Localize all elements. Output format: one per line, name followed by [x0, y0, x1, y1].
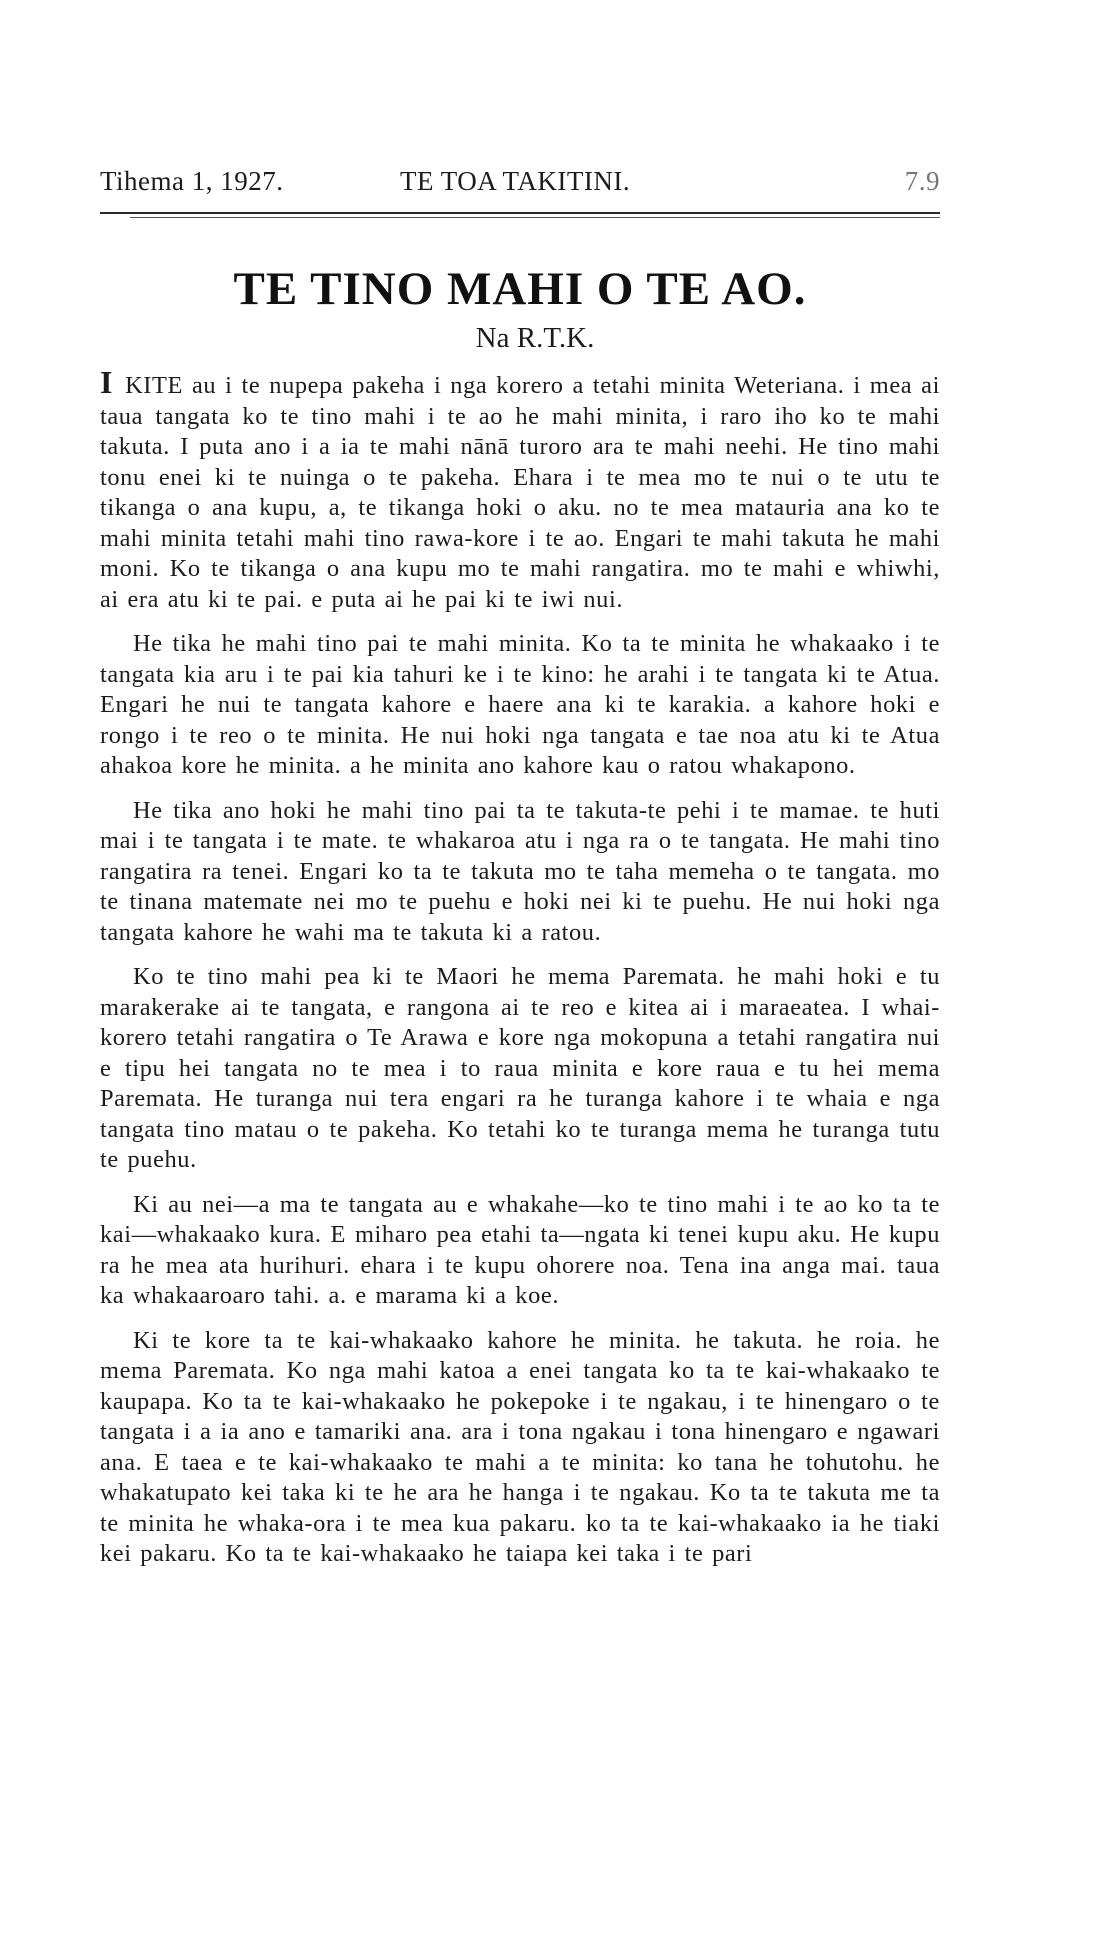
article-byline: Na R.T.K.: [475, 322, 595, 354]
header-rule-secondary: [130, 217, 940, 218]
page-number: 7.9: [904, 166, 940, 196]
paragraph-1-text: KITE au i te nupepa pakeha i nga korero a tetahi minita Weteriana. i mea ai taua tangata ko te tino mahi i te ao he mahi minita, i raro iho ko te mahi takuta. I puta ano i a ia te mahi nānā turoro ara te mahi neehi. He tino mahi tonu enei ki te nuinga o te pakeha. Ehara i te mea mo te nui o te utu te tikanga o ana kupu, a, te tikanga hoki o aku. no te mea matauria ana ko te mahi minita tetahi mahi tino rawa-kore i te ao. Engari te mahi takuta he mahi moni. Ko te tikanga o ana kupu mo te mahi rangatira. mo te mahi e whiwhi, ai era atu ki te pai. e puta ai he pai ki te iwi nui.: [100, 372, 940, 613]
paragraph-2: He tika he mahi tino pai te mahi minita. Ko ta te minita he whakaako i te tangata kia aru i te pai kia tahuri ke i te kino: he arahi i te tangata ki te Atua. Engari he nui te tangata kahore e haere ana ki te karakia. a kahore hoki e rongo i te reo o te minita. He nui hoki nga tangata e tae noa atu ki te Atua ahakoa kore he minita. a he minita ano kahore kau o ratou whakapono.: [100, 630, 940, 779]
article-title: TE TINO MAHI O TE AO.: [233, 263, 807, 315]
header-rule: [100, 212, 940, 214]
paragraph-6: Ki te kore ta te kai-whakaako kahore he minita. he takuta. he roia. he mema Paremata. Ko nga mahi katoa a enei tangata ko ta te kai-whakaako te kaupapa. Ko ta te kai-whakaako he pokepoke i te ngakau, i te hinengaro o te tangata i a ia ano e tamariki ana. ara i tona ngakau i tona hinengaro e ngawari ana. E taea e te kai-whakaako te mahi a te minita: ko tana he tohutohu. he whakatupato kei taka ki te he ara he hanga i te ngakau. Ko ta te takuta me ta te minita he whaka-ora i te mea kua pakaru. ko ta te kai-whakaako ia he tiaki kei pakaru. Ko ta te kai-whakaako he taiapa kei taka i te pari: [100, 1326, 940, 1567]
running-head: [100, 160, 940, 200]
page: [100, 160, 940, 1584]
paragraph-4: Ko te tino mahi pea ki te Maori he mema Paremata. he mahi hoki e tu marakerake ai te tangata, e rangona ai te reo e kitea ai i maraeatea. I whai-korero tetahi rangatira o Te Arawa e kore nga mokopuna a tetahi rangatira nui e tipu hei tangata no te mea i to raua minita e kore raua e tu hei mema Paremata. He turanga nui tera engari ra he turanga kahore i te whaia e nga tangata tino matau o te pakeha. Ko tetahi ko te turanga mema he turanga tutu te puehu.: [100, 963, 940, 1173]
issue-date: Tihema 1, 1927.: [100, 166, 284, 196]
paragraph-1: [100, 364, 940, 615]
publication-title: TE TOA TAKITINI.: [400, 166, 631, 196]
drop-cap: I: [100, 364, 114, 400]
paragraph-3: He tika ano hoki he mahi tino pai ta te takuta-te pehi i te mamae. te huti mai i te tangata i te mate. te whakaroa atu i nga ra o te tangata. He mahi tino rangatira ra tenei. Engari ko ta te takuta mo te taha memeha o te tangata. mo te tinana matemate nei mo te puehu e hoki nei ki te puehu. He nui hoki nga tangata kahore he wahi ma te takuta ki a ratou.: [100, 796, 940, 946]
paragraph-5: Ki au nei—a ma te tangata au e whakahe—ko te tino mahi i te ao ko ta te kai—whakaako kura. E miharo pea etahi ta—ngata ki tenei kupu aku. He kupu ra he mea ata hurihuri. ehara i te kupu ohorere noa. Tena ina anga mai. taua ka whakaaroaro tahi. a. e marama ki a koe.: [100, 1190, 940, 1309]
article-body: [100, 364, 940, 1570]
